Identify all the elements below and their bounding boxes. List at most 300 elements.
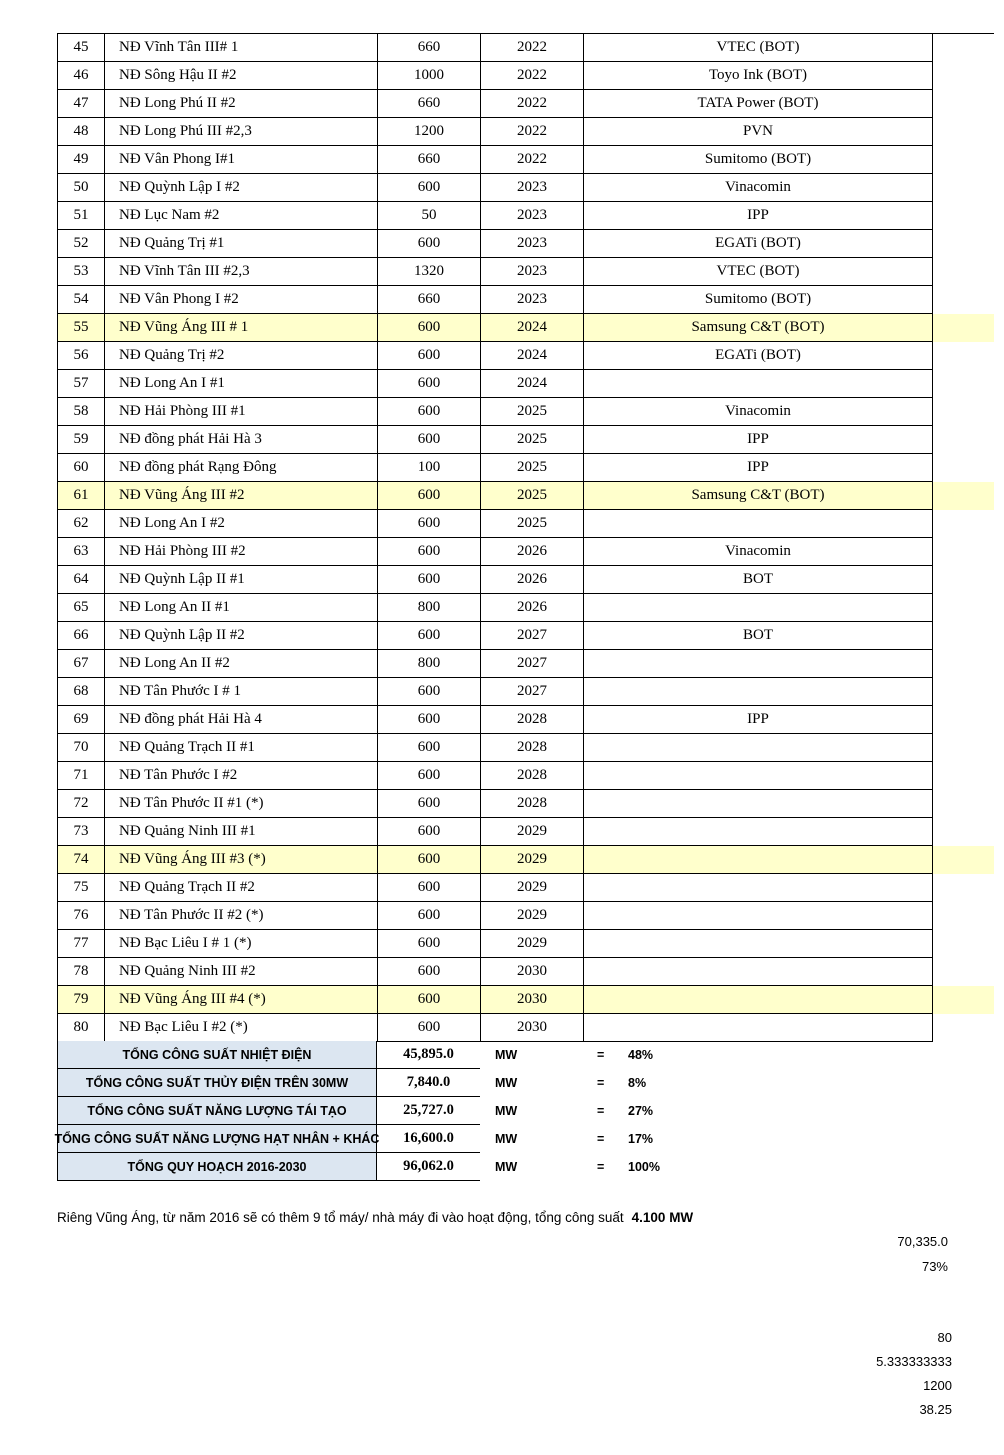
table-rowline: [57, 426, 994, 454]
table-rowline: [57, 678, 994, 706]
highlight-strip: [933, 874, 994, 902]
highlight-strip: [933, 202, 994, 230]
summary-row: [54, 1125, 688, 1153]
table-row-68: [57, 678, 933, 706]
table-row-75: [57, 874, 933, 902]
cell-inv: Vinacomin: [584, 398, 933, 426]
cell-name: NĐ Quỳnh Lập II #1: [105, 566, 378, 594]
cell-mw: 600: [378, 622, 481, 650]
cell-mw: 600: [378, 426, 481, 454]
table-row-52: [57, 230, 933, 258]
summary-unit: MW: [495, 1160, 518, 1174]
cell-inv: EGATi (BOT): [584, 230, 933, 258]
cell-year: 2029: [481, 902, 584, 930]
summary-unit: MW: [495, 1104, 518, 1118]
cell-year: 2027: [481, 650, 584, 678]
cell-no: 69: [58, 706, 105, 734]
cell-no: 62: [58, 510, 105, 538]
cell-year: 2028: [481, 734, 584, 762]
cell-name: NĐ Lục Nam #2: [105, 202, 378, 230]
cell-name: NĐ Long Phú II #2: [105, 90, 378, 118]
table-rowline: [57, 314, 994, 342]
cell-inv: EGATi (BOT): [584, 342, 933, 370]
cell-year: 2026: [481, 594, 584, 622]
cell-inv: [584, 874, 933, 902]
highlight-strip: [933, 286, 994, 314]
table-rowline: [57, 762, 994, 790]
cell-name: NĐ Long An I #1: [105, 370, 378, 398]
summary-eq: =: [597, 1132, 605, 1146]
cell-inv: VTEC (BOT): [584, 258, 933, 286]
cell-name: NĐ Quỳnh Lập I #2: [105, 174, 378, 202]
cell-inv: Samsung C&T (BOT): [584, 314, 933, 342]
highlight-strip: [933, 1014, 994, 1042]
cell-inv: [584, 594, 933, 622]
cell-name: NĐ Quảng Ninh III #2: [105, 958, 378, 986]
table-row-65: [57, 594, 933, 622]
cell-mw: 600: [378, 930, 481, 958]
cell-no: 76: [58, 902, 105, 930]
cell-name: NĐ đồng phát Hải Hà 4: [105, 706, 378, 734]
cell-inv: TATA Power (BOT): [584, 90, 933, 118]
table-row-47: [57, 90, 933, 118]
cell-no: 50: [58, 174, 105, 202]
cell-no: 53: [58, 258, 105, 286]
cell-year: 2024: [481, 342, 584, 370]
table-rowline: [57, 846, 994, 874]
cell-name: NĐ Tân Phước II #2 (*): [105, 902, 378, 930]
highlight-strip: [933, 146, 994, 174]
cell-mw: 1200: [378, 118, 481, 146]
side-value: 70,335.0: [897, 1234, 948, 1249]
cell-inv: Samsung C&T (BOT): [584, 482, 933, 510]
summary-label: TỔNG CÔNG SUẤT THỦY ĐIỆN TRÊN 30MW: [57, 1069, 377, 1097]
highlight-strip: [933, 594, 994, 622]
cell-name: NĐ Bạc Liêu I # 1 (*): [105, 930, 378, 958]
table-rowline: [57, 650, 994, 678]
cell-inv: [584, 678, 933, 706]
table-rowline: [57, 62, 994, 90]
table-row-49: [57, 146, 933, 174]
cell-no: 55: [58, 314, 105, 342]
cell-name: NĐ Long An II #2: [105, 650, 378, 678]
summary-row: [57, 1069, 688, 1097]
cell-mw: 660: [378, 286, 481, 314]
cell-year: 2030: [481, 986, 584, 1014]
table-rowline: [57, 986, 994, 1014]
cell-inv: [584, 902, 933, 930]
highlight-strip: [933, 314, 994, 342]
summary-pct: 48%: [628, 1048, 654, 1062]
cell-name: NĐ Long Phú III #2,3: [105, 118, 378, 146]
highlight-strip: [933, 958, 994, 986]
highlight-strip: [933, 482, 994, 510]
footnote-bold-value: 4.100 MW: [631, 1210, 694, 1225]
cell-no: 74: [58, 846, 105, 874]
cell-mw: 600: [378, 818, 481, 846]
cell-name: NĐ Vũng Áng III #2: [105, 482, 378, 510]
side-value: 80: [937, 1330, 952, 1345]
cell-inv: Vinacomin: [584, 538, 933, 566]
cell-no: 68: [58, 678, 105, 706]
table-row-74: [57, 846, 933, 874]
summary-label: TỔNG QUY HOẠCH 2016-2030: [57, 1153, 377, 1181]
table-row-59: [57, 426, 933, 454]
highlight-strip: [933, 230, 994, 258]
table-rowline: [57, 734, 994, 762]
table-rowline: [57, 706, 994, 734]
highlight-strip: [933, 678, 994, 706]
table-rowline: [57, 818, 994, 846]
cell-no: 45: [58, 34, 105, 62]
table-rowline: [57, 538, 994, 566]
cell-year: 2024: [481, 370, 584, 398]
table-rowline: [57, 286, 994, 314]
cell-year: 2023: [481, 202, 584, 230]
cell-year: 2023: [481, 174, 584, 202]
table-rowline: [57, 174, 994, 202]
highlight-strip: [933, 846, 994, 874]
cell-no: 46: [58, 62, 105, 90]
table-row-60: [57, 454, 933, 482]
cell-no: 78: [58, 958, 105, 986]
summary-row: [57, 1153, 688, 1181]
cell-mw: 800: [378, 650, 481, 678]
cell-no: 63: [58, 538, 105, 566]
table-rowline: [57, 342, 994, 370]
highlight-strip: [933, 986, 994, 1014]
table-row-51: [57, 202, 933, 230]
cell-name: NĐ Tân Phước I # 1: [105, 678, 378, 706]
table-row-73: [57, 818, 933, 846]
table-row-66: [57, 622, 933, 650]
cell-name: NĐ Vĩnh Tân III #2,3: [105, 258, 378, 286]
cell-mw: 600: [378, 398, 481, 426]
summary-label: TỔNG CÔNG SUẤT NHIỆT ĐIỆN: [57, 1041, 377, 1069]
cell-name: NĐ Vân Phong I #2: [105, 286, 378, 314]
summary-pct: 27%: [628, 1104, 654, 1118]
cell-name: NĐ Quảng Trạch II #2: [105, 874, 378, 902]
cell-mw: 600: [378, 370, 481, 398]
cell-name: NĐ Tân Phước II #1 (*): [105, 790, 378, 818]
cell-year: 2029: [481, 930, 584, 958]
summary-pct: 100%: [628, 1160, 660, 1174]
cell-name: NĐ đồng phát Rạng Đông: [105, 454, 378, 482]
highlight-strip: [933, 454, 994, 482]
cell-name: NĐ Tân Phước I #2: [105, 762, 378, 790]
cell-year: 2027: [481, 622, 584, 650]
cell-no: 58: [58, 398, 105, 426]
cell-mw: 600: [378, 902, 481, 930]
cell-year: 2028: [481, 790, 584, 818]
summary-label: TỔNG CÔNG SUẤT NĂNG LƯỢNG HẠT NHÂN + KHÁC: [57, 1125, 377, 1153]
cell-inv: [584, 510, 933, 538]
table-row-69: [57, 706, 933, 734]
cell-year: 2030: [481, 1014, 584, 1042]
table-row-58: [57, 398, 933, 426]
cell-year: 2022: [481, 90, 584, 118]
cell-no: 64: [58, 566, 105, 594]
summary-value: 45,895.0: [377, 1041, 480, 1069]
cell-mw: 1320: [378, 258, 481, 286]
cell-year: 2025: [481, 398, 584, 426]
cell-inv: [584, 762, 933, 790]
table-row-72: [57, 790, 933, 818]
highlight-strip: [933, 258, 994, 286]
cell-mw: 600: [378, 314, 481, 342]
cell-inv: BOT: [584, 622, 933, 650]
cell-name: NĐ Quỳnh Lập II #2: [105, 622, 378, 650]
table-rowline: [57, 874, 994, 902]
cell-inv: PVN: [584, 118, 933, 146]
summary-row: [57, 1041, 688, 1069]
cell-year: 2025: [481, 482, 584, 510]
cell-mw: 660: [378, 90, 481, 118]
cell-year: 2022: [481, 118, 584, 146]
cell-name: NĐ Hải Phòng III #1: [105, 398, 378, 426]
cell-year: 2028: [481, 762, 584, 790]
cell-inv: [584, 370, 933, 398]
table-row-70: [57, 734, 933, 762]
table-rowline: [57, 622, 994, 650]
cell-no: 79: [58, 986, 105, 1014]
table-row-54: [57, 286, 933, 314]
cell-mw: 600: [378, 762, 481, 790]
cell-no: 59: [58, 426, 105, 454]
cell-year: 2029: [481, 874, 584, 902]
cell-name: NĐ Long An II #1: [105, 594, 378, 622]
cell-name: NĐ Hải Phòng III #2: [105, 538, 378, 566]
cell-no: 47: [58, 90, 105, 118]
cell-mw: 600: [378, 734, 481, 762]
cell-inv: IPP: [584, 426, 933, 454]
summary-unit: MW: [495, 1076, 518, 1090]
cell-name: NĐ Quảng Ninh III #1: [105, 818, 378, 846]
cell-no: 70: [58, 734, 105, 762]
table-rowline: [57, 118, 994, 146]
cell-year: 2024: [481, 314, 584, 342]
table-rowline: [57, 930, 994, 958]
cell-year: 2027: [481, 678, 584, 706]
cell-name: NĐ Quảng Trạch II #1: [105, 734, 378, 762]
cell-name: NĐ Quảng Trị #1: [105, 230, 378, 258]
cell-no: 61: [58, 482, 105, 510]
highlight-strip: [933, 762, 994, 790]
cell-mw: 600: [378, 342, 481, 370]
highlight-strip: [933, 790, 994, 818]
cell-no: 71: [58, 762, 105, 790]
cell-no: 66: [58, 622, 105, 650]
table-rowline: [57, 90, 994, 118]
cell-inv: IPP: [584, 706, 933, 734]
cell-name: NĐ Vân Phong I#1: [105, 146, 378, 174]
highlight-strip: [933, 734, 994, 762]
summary-unit: MW: [495, 1048, 518, 1062]
cell-year: 2029: [481, 846, 584, 874]
highlight-strip: [933, 426, 994, 454]
table-rowline: [57, 594, 994, 622]
cell-inv: BOT: [584, 566, 933, 594]
cell-name: NĐ Long An I #2: [105, 510, 378, 538]
cell-inv: [584, 986, 933, 1014]
cell-no: 72: [58, 790, 105, 818]
table-row-78: [57, 958, 933, 986]
cell-name: NĐ Bạc Liêu I #2 (*): [105, 1014, 378, 1042]
cell-no: 57: [58, 370, 105, 398]
cell-year: 2022: [481, 146, 584, 174]
table-row-46: [57, 62, 933, 90]
summary-value: 96,062.0: [377, 1153, 480, 1181]
highlight-strip: [933, 90, 994, 118]
cell-name: NĐ Vũng Áng III #3 (*): [105, 846, 378, 874]
cell-inv: [584, 846, 933, 874]
table-row-45: [57, 34, 933, 62]
table-rowline: [57, 202, 994, 230]
summary-value: 16,600.0: [377, 1125, 480, 1153]
table-rowline: [57, 510, 994, 538]
table-row-62: [57, 510, 933, 538]
cell-name: NĐ Vĩnh Tân III# 1: [105, 34, 378, 62]
cell-no: 80: [58, 1014, 105, 1042]
table-row-67: [57, 650, 933, 678]
side-values-upper: [897, 1229, 948, 1279]
table-row-48: [57, 118, 933, 146]
highlight-strip: [933, 342, 994, 370]
table-row-80: [57, 1014, 933, 1042]
cell-no: 49: [58, 146, 105, 174]
summary-row: [57, 1097, 688, 1125]
summary-value: 25,727.0: [377, 1097, 480, 1125]
table-row-79: [57, 986, 933, 1014]
cell-inv: Toyo Ink (BOT): [584, 62, 933, 90]
highlight-strip: [933, 706, 994, 734]
summary-table: [54, 1041, 688, 1181]
table-row-76: [57, 902, 933, 930]
footnote: [57, 1210, 693, 1225]
cell-inv: [584, 734, 933, 762]
cell-no: 48: [58, 118, 105, 146]
cell-mw: 660: [378, 34, 481, 62]
cell-mw: 600: [378, 174, 481, 202]
table-row-77: [57, 930, 933, 958]
cell-name: NĐ Vũng Áng III # 1: [105, 314, 378, 342]
highlight-strip: [933, 818, 994, 846]
cell-inv: [584, 790, 933, 818]
cell-no: 65: [58, 594, 105, 622]
cell-inv: IPP: [584, 202, 933, 230]
summary-eq: =: [597, 1104, 605, 1118]
cell-year: 2025: [481, 426, 584, 454]
table-row-53: [57, 258, 933, 286]
table-row-55: [57, 314, 933, 342]
highlight-strip: [933, 118, 994, 146]
cell-inv: Sumitomo (BOT): [584, 286, 933, 314]
table-rowline: [57, 566, 994, 594]
summary-eq: =: [597, 1160, 605, 1174]
cell-year: 2025: [481, 510, 584, 538]
cell-inv: [584, 818, 933, 846]
cell-no: 52: [58, 230, 105, 258]
cell-name: NĐ Quảng Trị #2: [105, 342, 378, 370]
highlight-strip: [933, 902, 994, 930]
highlight-strip: [933, 622, 994, 650]
table-rowline: [57, 398, 994, 426]
cell-mw: 600: [378, 1014, 481, 1042]
cell-mw: 600: [378, 790, 481, 818]
cell-year: 2023: [481, 258, 584, 286]
summary-eq: =: [597, 1048, 605, 1062]
summary-pct: 17%: [628, 1132, 654, 1146]
cell-mw: 600: [378, 986, 481, 1014]
side-values-lower: [876, 1326, 952, 1422]
summary-unit: MW: [495, 1132, 518, 1146]
cell-no: 75: [58, 874, 105, 902]
cell-mw: 600: [378, 510, 481, 538]
cell-name: NĐ Sông Hậu II #2: [105, 62, 378, 90]
cell-name: NĐ đồng phát Hải Hà 3: [105, 426, 378, 454]
highlight-strip: [933, 930, 994, 958]
side-value: 1200: [923, 1378, 952, 1393]
cell-year: 2022: [481, 62, 584, 90]
cell-year: 2025: [481, 454, 584, 482]
cell-inv: [584, 958, 933, 986]
cell-name: NĐ Vũng Áng III #4 (*): [105, 986, 378, 1014]
cell-mw: 600: [378, 566, 481, 594]
table-rowline: [57, 958, 994, 986]
cell-no: 67: [58, 650, 105, 678]
cell-inv: [584, 1014, 933, 1042]
cell-year: 2026: [481, 538, 584, 566]
table-rowline: [57, 146, 994, 174]
cell-mw: 800: [378, 594, 481, 622]
cell-mw: 100: [378, 454, 481, 482]
cell-year: 2028: [481, 706, 584, 734]
table-row-71: [57, 762, 933, 790]
table-rowline: [57, 230, 994, 258]
cell-inv: [584, 650, 933, 678]
table-row-56: [57, 342, 933, 370]
table-rowline: [57, 482, 994, 510]
table-row-61: [57, 482, 933, 510]
cell-mw: 600: [378, 846, 481, 874]
cell-year: 2022: [481, 34, 584, 62]
summary-eq: =: [597, 1076, 605, 1090]
cell-mw: 600: [378, 706, 481, 734]
cell-inv: Vinacomin: [584, 174, 933, 202]
summary-pct: 8%: [628, 1076, 647, 1090]
table-rowline: [57, 454, 994, 482]
cell-no: 60: [58, 454, 105, 482]
cell-no: 77: [58, 930, 105, 958]
footnote-text: Riêng Vũng Áng, từ năm 2016 sẽ có thêm 9 tổ máy/ nhà máy đi vào hoạt động, tổng công suất: [57, 1210, 624, 1225]
table-rowline: [57, 1014, 994, 1042]
cell-no: 54: [58, 286, 105, 314]
cell-mw: 600: [378, 678, 481, 706]
summary-label: TỔNG CÔNG SUẤT NĂNG LƯỢNG TÁI TẠO: [57, 1097, 377, 1125]
cell-inv: Sumitomo (BOT): [584, 146, 933, 174]
summary-value: 7,840.0: [377, 1069, 480, 1097]
highlight-strip: [933, 34, 994, 62]
side-value: 5.333333333: [876, 1354, 952, 1369]
cell-no: 73: [58, 818, 105, 846]
highlight-strip: [933, 370, 994, 398]
highlight-strip: [933, 174, 994, 202]
highlight-strip: [933, 510, 994, 538]
cell-no: 51: [58, 202, 105, 230]
cell-mw: 600: [378, 230, 481, 258]
side-value: 38.25: [919, 1402, 952, 1417]
table-row-63: [57, 538, 933, 566]
